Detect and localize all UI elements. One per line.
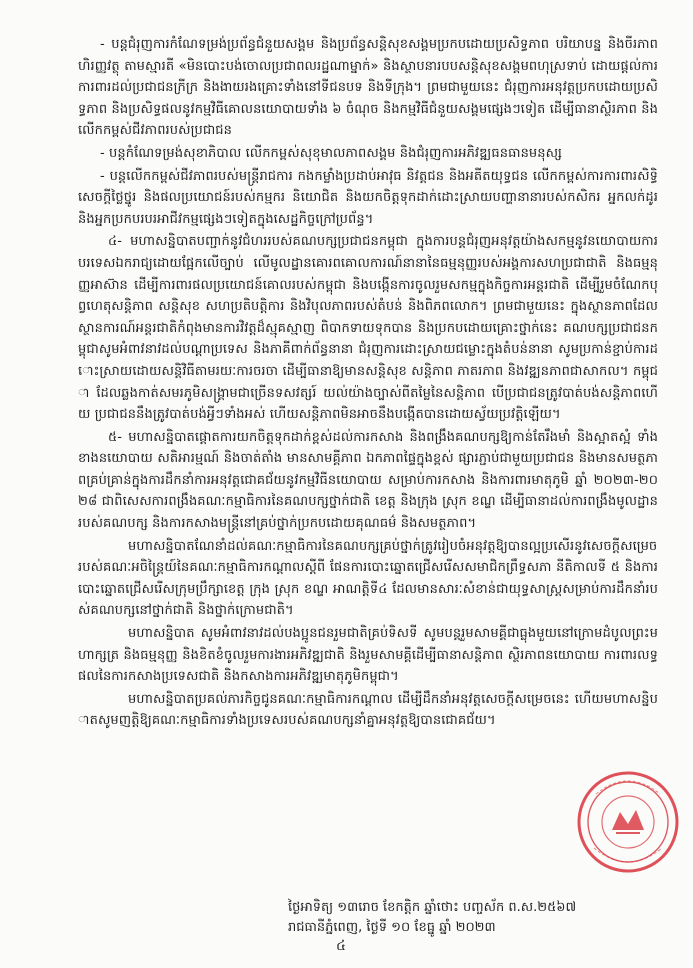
paragraph-national-appeal: មហាសន្និបាត សូមអំពាវនាវដល់បងប្អូនជនរួមជាតិគ្រប់ទិសទី សូមបន្តរួមសាមគ្គីជាធ្លុងមួយនៅក្រោមដំបូលព្រះមហាក្សត្រ និងធម្មនុញ្ញ និងខិតខំចូលរួមការងារអភិវឌ្ឍជាតិ និងរួមសាមគ្គីដើម្បីធានាសន្តិភាព ស្ថិរភាពនយោបាយ ការពារលទ្ធផលនៃការកសាងប្រទេសជាតិ និងកសាងការអភិវឌ្ឍមាតុភូមិកម្ពុជា។ [78, 626, 658, 685]
paragraph-elections: មហាសន្និបាតណែនាំដល់គណៈកម្មាធិការនៃគណបក្សគ្រប់ថ្នាក់ត្រូវរៀបចំអនុវត្តឱ្យបានល្អប្រសើរនូវសេចក្តីសម្រេចរបស់គណៈអចិន្ត្រៃយ៍នៃគណៈកម្មាធិការកណ្តាលស្តីពី ផែនការបោះឆ្នោតជ្រើសរើសសមាជិកព្រឹទ្ធសភា នីតិកាលទី ៥ និងការបោះឆ្នោតជ្រើសរើសក្រុមប្រឹក្សាខេត្ត ក្រុង ស្រុក ខណ្ឌ អាណត្តិទី៤ ដែលមានសារៈសំខាន់ជាយុទ្ធសាស្ត្រសម្រាប់ការដឹកនាំរបស់គណបក្សនៅថ្នាក់ជាតិ និងថ្នាក់ក្រោមជាតិ។ [78, 538, 658, 619]
signature-block [288, 898, 668, 938]
lunar-date: ថ្ងៃអាទិត្យ ១៣រោច ខែកត្តិក ឆ្នាំថោះ បញ្ចស័ក ព.ស.២៥៦៧ [288, 900, 577, 915]
page-number: ៤ [336, 938, 346, 954]
bullet-social-protection: - បន្តជំរុញការកំណែទម្រង់ប្រព័ន្ធជំនួយសង្គម និងប្រព័ន្ធសន្តិសុខសង្គមប្រកបដោយប្រសិទ្ធភាព បរិយាបន្ន និងចីរភាពហិរញ្ញវត្ថុ តាមស្មារតី «មិនបោះបង់ចោលប្រជាពលរដ្ឋណាម្នាក់» និងស្ថាបនារបបសន្តិសុខសង្គមពហុស្រទាប់ ដោយផ្តល់ការការពារដល់ប្រជាជនក្រីក្រ និងងាយរងគ្រោះទាំងនៅទីជនបទ និងទីក្រុង។ ព្រមជាមួយនេះ ជំរុញការអនុវត្តប្រកបដោយប្រសិទ្ធភាព និងប្រសិទ្ធផលនូវកម្មវិធីគោលនយោបាយទាំង ៦ ចំណុច និងកម្មវិធីជំនួយសង្គមផ្សេងៗទៀត ដើម្បីធានាស្ថិរភាព និងលើកកម្ពស់ជីវភាពរបស់ប្រជាជន [78, 37, 658, 139]
paragraph-central-committee: មហាសន្និបាតប្រគល់ភារកិច្ចជូនគណៈកម្មាធិការកណ្តាល ដើម្បីដឹកនាំអនុវត្តសេចក្តីសម្រេចនេះ ហើយមហាសន្និបាតសូមញត្តិឱ្យគណៈកម្មាធិការទាំងប្រទេសរបស់គណបក្សនាំគ្នាអនុវត្តឱ្យបានជោគជ័យ។ [78, 691, 658, 729]
bullet-health-reform: - បន្តកំណែទម្រង់សុខាភិបាល លើកកម្ពស់សុខុមាលភាពសង្គម និងជំរុញការអភិវឌ្ឍធនធានមនុស្ស [100, 145, 562, 161]
party-seal-icon [576, 770, 680, 874]
place-and-date: រាជធានីភ្នំពេញ, ថ្ងៃទី ១០ ខែធ្នូ ឆ្នាំ ២០២៣ [288, 920, 496, 935]
section-party-building: ៥- មហាសន្និបាតផ្តោតការយកចិត្តទុកដាក់ខ្ពស់ដល់ការកសាង និងពង្រឹងគណបក្សឱ្យកាន់តែរឹងមាំ និងស្អាតស្អំ ទាំងខាងនយោបាយ សតិអារម្មណ៍ និងចាត់តាំង មានសាមគ្គីភាព ឯកភាពផ្ទៃក្នុងខ្ពស់ ផ្សារភ្ជាប់ជាមួយប្រជាជន និងមានសមត្ថភាពគ្រប់គ្រាន់ក្នុងការដឹកនាំការអនុវត្តជោគជ័យនូវកម្មវិធីនយោបាយ សម្រាប់ការកសាង និងការពារមាតុភូមិ ឆ្នាំ ២០២៣-២០២៨ ជាពិសេសការពង្រឹងគណៈកម្មាធិការនៃគណបក្សថ្នាក់ជាតិ ខេត្ត និងក្រុង ស្រុក ខណ្ឌ ដើម្បីធានាដល់ការពង្រឹងមូលដ្ឋានរបស់គណបក្ស និងការកសាងមន្ត្រីនៅគ្រប់ថ្នាក់ប្រកបដោយគុណធម៌ និងសមត្ថភាព។ [78, 429, 658, 532]
bullet-civil-servants: - បន្តលើកកម្ពស់ជីវភាពរបស់មន្ត្រីរាជការ កងកម្លាំងប្រដាប់អាវុធ និវត្តជន និងអតីតយុទ្ធជន លើកកម្ពស់ការការពារសិទ្ធិ សេចក្តីថ្លៃថ្នូរ និងផលប្រយោជន៍របស់កម្មករ និយោជិត និងយកចិត្តទុកដាក់ដោះស្រាយបញ្ហានានារបស់កសិករ អ្នកលក់ដូរ និងអ្នកប្រកបរបរអាជីវកម្មផ្សេងៗទៀតក្នុងសេដ្ឋកិច្ចក្រៅប្រព័ន្ធ។ [78, 168, 658, 227]
document-body [78, 34, 658, 733]
section-foreign-policy: ៤- មហាសន្និបាតបញ្ជាក់នូវជំហររបស់គណបក្សប្រជាជនកម្ពុជា ក្នុងការបន្តជំរុញអនុវត្តយ៉ាងសកម្មនូវនយោបាយការបរទេសឯករាជ្យដោយផ្អែកលើច្បាប់ លើមូលដ្ឋានគោរពគោលការណ៍នានានៃធម្មនុញ្ញរបស់អង្គការសហប្រជាជាតិ និងធម្មនុញ្ញអាស៊ាន ដើម្បីការពារផលប្រយោជន៍គោលរបស់កម្ពុជា និងបង្កើនការចូលរួមសកម្មក្នុងកិច្ចការអន្តរជាតិ ដើម្បីរួមចំណែកបុព្វហេតុសន្តិភាព សន្តិសុខ សហប្រតិបត្តិការ និងវិបុលភាពរបស់តំបន់ និងពិភពលោក។ ព្រមជាមួយនេះ ក្នុងស្ថានភាពដែលស្ថានការណ៍អន្តរជាតិកំពុងមានការវិវត្តដ៏ស្មុគស្មាញ ពិបាកទាយទុកបាន និងប្រកបដោយគ្រោះថ្នាក់នេះ គណបក្សប្រជាជនកម្ពុជាសូមអំពាវនាវដល់បណ្តាប្រទេស និងភាគីពាក់ព័ន្ធនានា ជំរុញការដោះស្រាយជម្លោះក្នុងតំបន់នានា សូមប្រកាន់ខ្ជាប់ការដោះស្រាយដោយសន្តិវិធីតាមរយៈការចរចា ដើម្បីធានាឱ្យមានសន្តិសុខ សន្តិភាព ភាតរភាព និងវឌ្ឍនភាពជាសាកល។ កម្ពុជា ដែលឆ្លងកាត់សមរភូមិសង្គ្រាមជាច្រើនទសវត្សរ៍ យល់យ៉ាងច្បាស់ពីតម្លៃនៃសន្តិភាព បើប្រជាជនត្រូវបាត់បង់សន្តិភាពហើយ ប្រជាជននឹងត្រូវបាត់បង់អ្វីៗទាំងអស់ ហើយសន្តិភាពមិនអាចនឹងបង្កើតបានដោយស្វ័យប្រវត្តិឡើយ។ [78, 234, 658, 423]
